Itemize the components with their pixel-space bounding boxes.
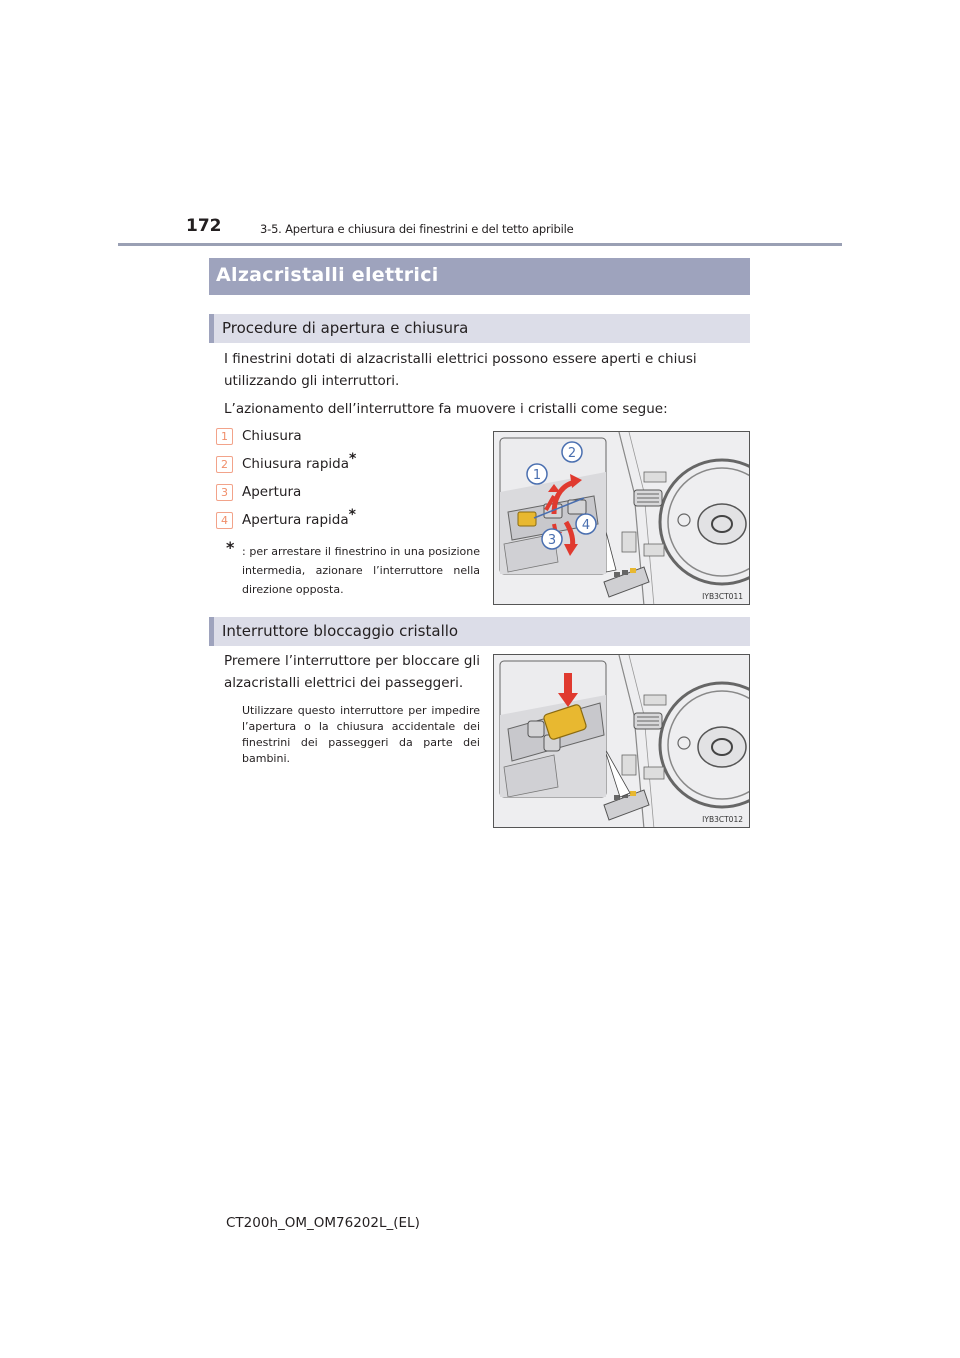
lock-note: Utilizzare questo interruttore per impedire l’apertura o la chiusura accidentale dei finestrini dei passeggeri da parte dei bambini.: [242, 704, 480, 765]
figure-code: IYB3CT011: [702, 592, 743, 601]
footnote-text: : per arrestare il finestrino in una posizione intermedia, azionare l’interruttore nella direzione opposta.: [242, 545, 480, 596]
list-item-label: Apertura rapida*: [242, 507, 356, 528]
section-accent: [209, 314, 214, 343]
section-header: 3-5. Apertura e chiusura dei finestrini e del tetto apribile: [260, 222, 574, 236]
page-number: 172: [186, 216, 222, 236]
list-item-label: Chiusura rapida*: [242, 451, 357, 472]
figure-window-switch: [493, 431, 750, 605]
footer-document-code: CT200h_OM_OM76202L_(EL): [226, 1215, 420, 1231]
header-divider: [118, 243, 842, 246]
section-accent: [209, 617, 214, 646]
callout-number: 3: [216, 484, 233, 501]
callout-4: 4: [581, 518, 591, 533]
window-switch-illustration: [494, 432, 750, 605]
intro-paragraph: I finestrini dotati di alzacristalli elettrici possono essere aperti e chiusi utilizzando gli interruttori.: [224, 351, 697, 389]
footnote-marker: *: [226, 538, 235, 557]
section-title-bar-lock: [209, 617, 750, 646]
callout-number: 1: [216, 428, 233, 445]
callout-1: 1: [532, 468, 542, 483]
figure-code: IYB3CT012: [702, 815, 743, 824]
lead-paragraph: L’azionamento dell’interruttore fa muovere i cristalli come segue:: [224, 401, 668, 417]
section-title-procedures: Procedure di apertura e chiusura: [222, 319, 469, 337]
section-title-lock: Interruttore bloccaggio cristallo: [222, 622, 459, 640]
lock-switch-illustration: [494, 655, 750, 828]
section-title-bar-procedures: [209, 314, 750, 343]
list-item-label: Chiusura: [242, 428, 302, 444]
callout-number: 2: [216, 456, 233, 473]
page-title: Alzacristalli elettrici: [216, 264, 439, 286]
callout-number: 4: [216, 512, 233, 529]
figure-lock-switch: [493, 654, 750, 828]
list-item-label: Apertura: [242, 484, 302, 500]
callout-2: 2: [567, 446, 577, 461]
callout-3: 3: [547, 533, 557, 548]
lock-paragraph: Premere l’interruttore per bloccare gli alzacristalli elettrici dei passeggeri.: [224, 653, 480, 691]
